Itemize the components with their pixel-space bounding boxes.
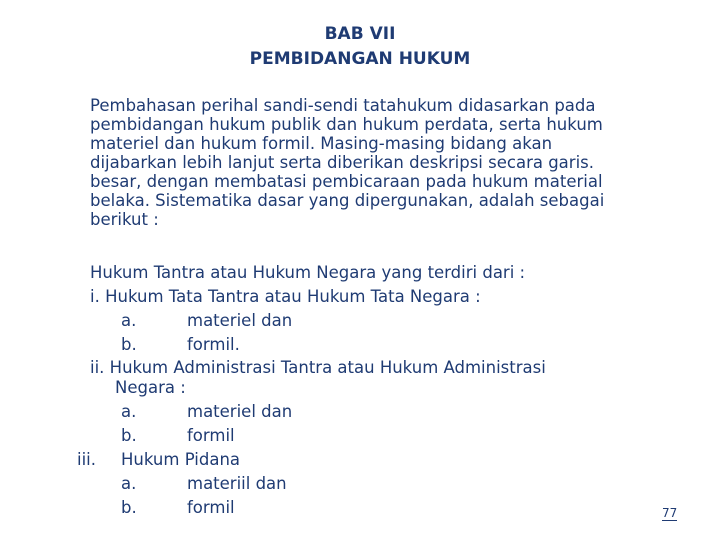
outline-heading: Hukum Tantra atau Hukum Negara yang terdiri dari :: [90, 263, 526, 282]
list-marker: a.: [121, 474, 137, 493]
list-marker: a.: [121, 402, 137, 421]
outline-item-ii: ii. Hukum Administrasi Tantra atau Hukum Administrasi: [90, 358, 546, 377]
intro-line: dijabarkan lebih lanjut serta diberikan deskripsi secara garis.: [90, 153, 594, 172]
outline-item-i: i. Hukum Tata Tantra atau Hukum Tata Negara :: [90, 287, 481, 306]
chapter-heading: [0, 22, 720, 72]
list-item-text: materiil dan: [187, 474, 287, 493]
list-item-text: materiel dan: [187, 402, 293, 421]
list-marker: b.: [121, 426, 137, 445]
intro-line: belaka. Sistematika dasar yang dipergunakan, adalah sebagai: [90, 191, 605, 210]
list-item-text: materiel dan: [187, 311, 293, 330]
list-item-text: formil: [187, 426, 235, 445]
intro-line: Pembahasan perihal sandi-sendi tatahukum didasarkan pada: [90, 96, 596, 115]
intro-paragraph: [90, 96, 650, 229]
list-marker: b.: [121, 498, 137, 517]
list-marker: b.: [121, 335, 137, 354]
chapter-title: PEMBIDANGAN HUKUM: [249, 49, 471, 69]
page-number: 77: [662, 506, 678, 520]
intro-line: materiel dan hukum formil. Masing-masing bidang akan: [90, 134, 553, 153]
intro-line: besar, dengan membatasi pembicaraan pada hukum material: [90, 172, 603, 191]
intro-line: pembidangan hukum publik dan hukum perdata, serta hukum: [90, 115, 603, 134]
list-item-text: formil: [187, 498, 235, 517]
outline-item-iii: Hukum Pidana: [121, 450, 241, 469]
list-marker: iii.: [77, 450, 96, 469]
list-marker: a.: [121, 311, 137, 330]
list-item-text: formil.: [187, 335, 240, 354]
chapter-number: BAB VII: [324, 24, 396, 44]
outline-item-ii-continuation: Negara :: [115, 378, 186, 397]
intro-line: berikut :: [90, 210, 159, 229]
